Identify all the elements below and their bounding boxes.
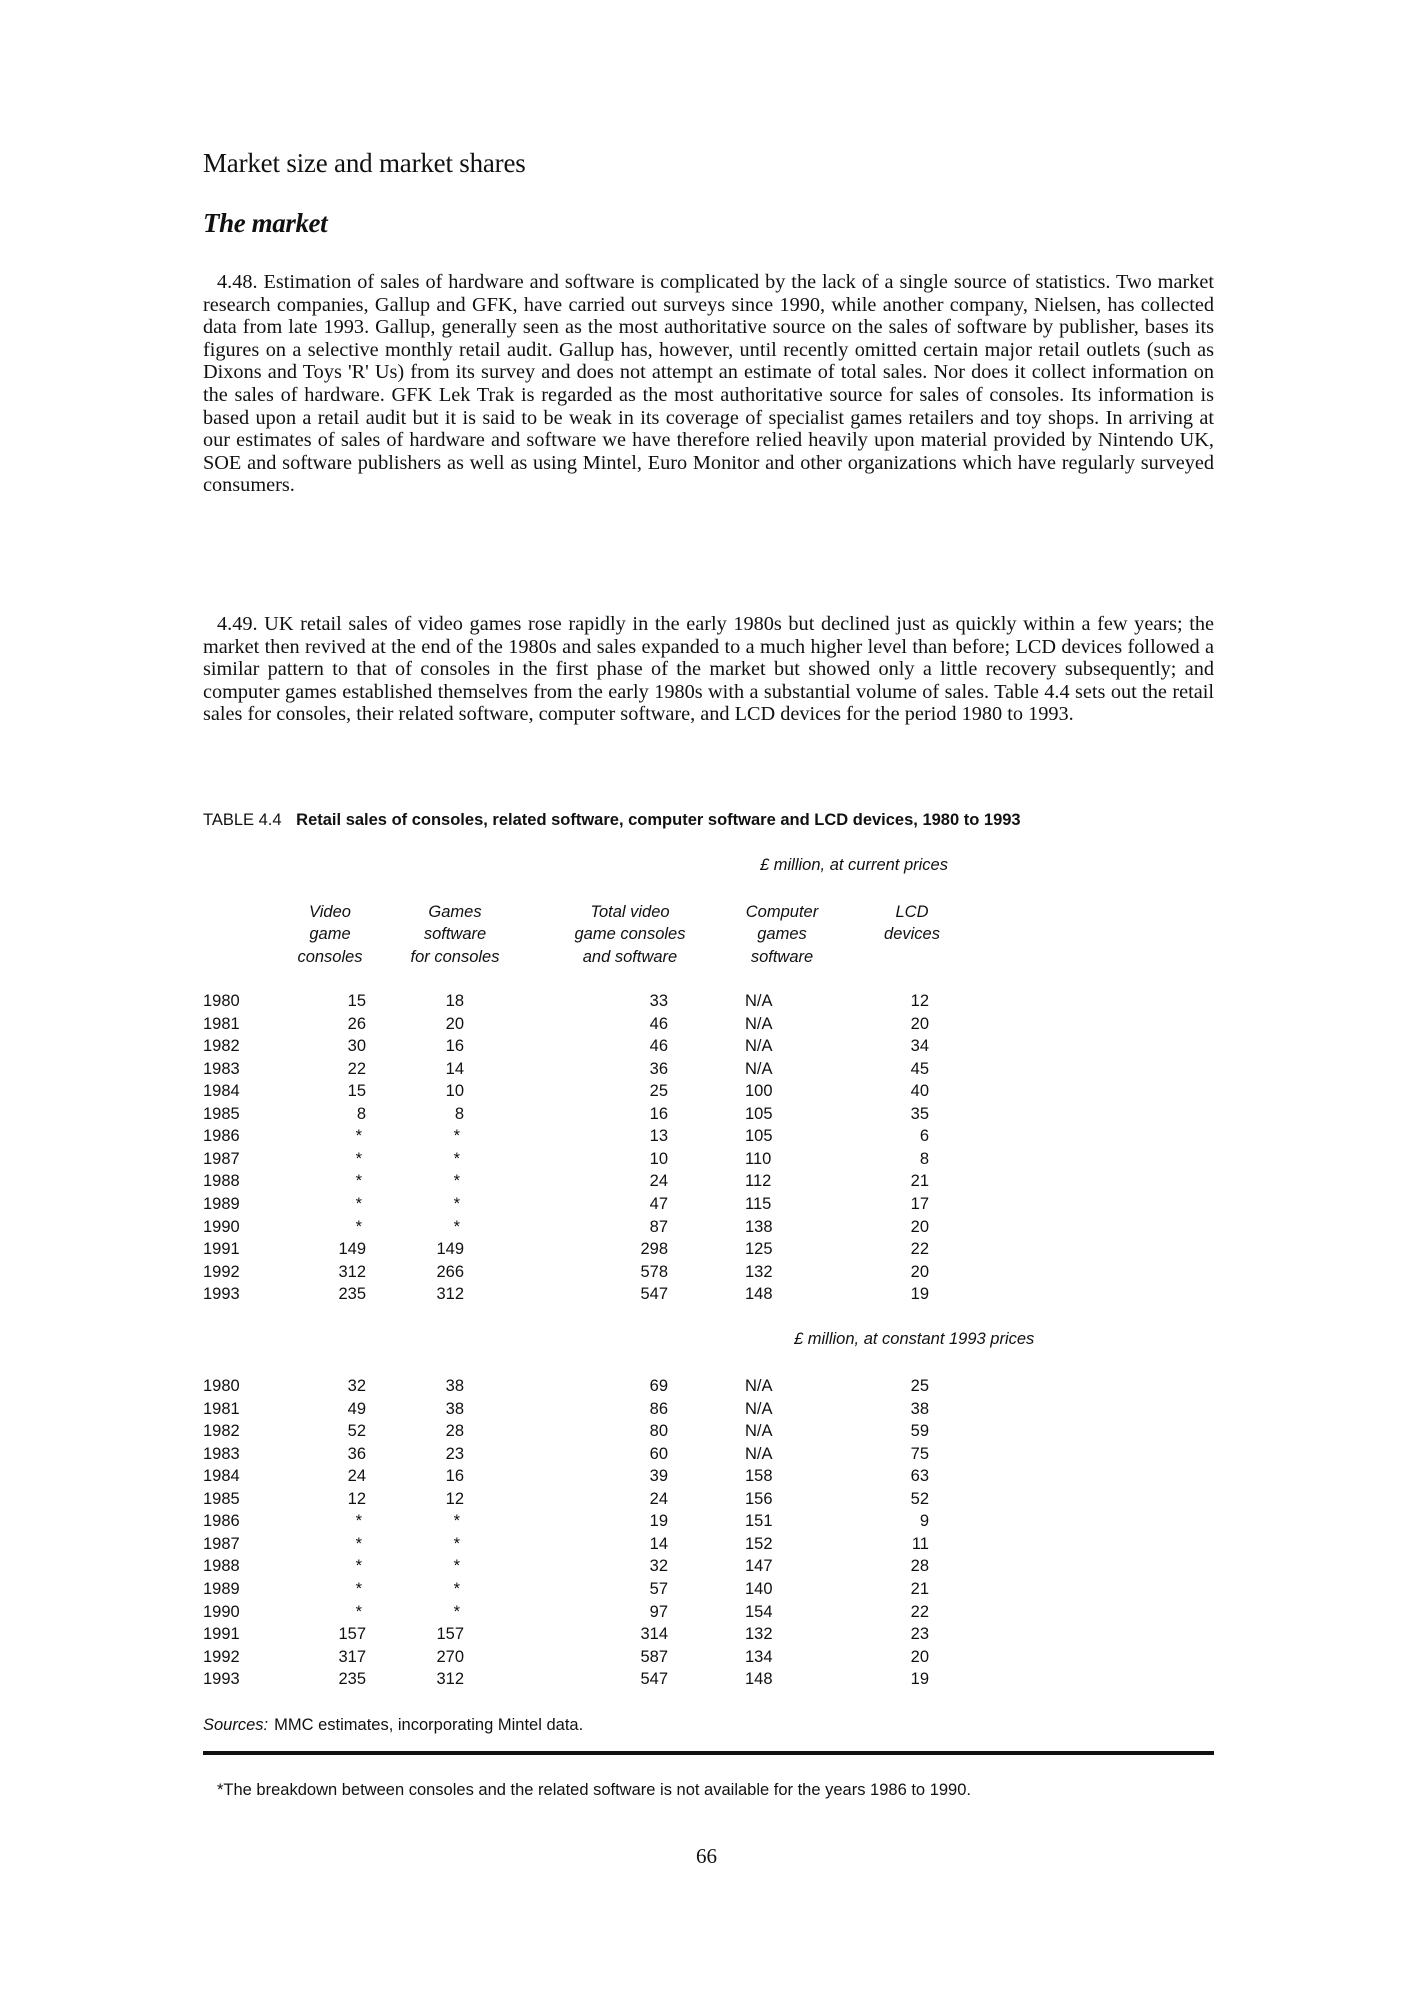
- value-cell: 20: [910, 1014, 929, 1033]
- value-cell: 110: [745, 1149, 772, 1168]
- value-cell: 8: [919, 1149, 929, 1168]
- value-cell: *: [453, 1534, 460, 1553]
- value-cell: 157: [338, 1625, 366, 1644]
- column-header-line: games: [757, 925, 807, 944]
- table-title: [203, 811, 1021, 830]
- value-cell: 547: [640, 1285, 668, 1304]
- table-row: [203, 1148, 963, 1170]
- table-row: [203, 1058, 963, 1080]
- value-cell: 36: [347, 1444, 366, 1463]
- value-cell: 59: [910, 1422, 929, 1441]
- value-cell: N/A: [745, 1422, 773, 1441]
- table-row: [203, 1398, 963, 1420]
- value-cell: 38: [910, 1399, 929, 1418]
- table-row: [203, 1035, 963, 1057]
- table-row: [203, 1193, 963, 1215]
- value-cell: 86: [649, 1399, 668, 1418]
- sources-text: MMC estimates, incorporating Mintel data.: [274, 1716, 584, 1734]
- value-cell: 312: [338, 1262, 366, 1281]
- value-cell: 28: [445, 1422, 464, 1441]
- value-cell: *: [355, 1149, 362, 1168]
- value-cell: 12: [347, 1489, 366, 1508]
- page-number: 66: [696, 1844, 717, 1868]
- value-cell: 26: [347, 1014, 366, 1033]
- paragraph-4-48: [203, 271, 1214, 497]
- value-cell: 34: [910, 1037, 929, 1056]
- year-cell: 1993: [203, 1285, 240, 1304]
- value-cell: 22: [910, 1602, 929, 1621]
- column-header-line: for consoles: [410, 947, 500, 966]
- value-cell: 547: [640, 1670, 668, 1689]
- value-cell: 22: [347, 1059, 366, 1078]
- value-cell: 266: [436, 1262, 464, 1281]
- year-cell: 1984: [203, 1082, 240, 1101]
- year-cell: 1993: [203, 1670, 240, 1689]
- table-row: [203, 1646, 963, 1668]
- column-header-line: devices: [884, 925, 940, 944]
- value-cell: 69: [649, 1377, 668, 1395]
- year-cell: 1982: [203, 1037, 240, 1056]
- value-cell: 28: [910, 1557, 929, 1576]
- value-cell: 60: [649, 1444, 668, 1463]
- year-cell: 1990: [203, 1217, 240, 1236]
- value-cell: 46: [649, 1014, 668, 1033]
- value-cell: N/A: [745, 1059, 773, 1078]
- value-cell: 270: [436, 1647, 464, 1666]
- table-row: [203, 1375, 963, 1397]
- value-cell: 38: [445, 1399, 464, 1418]
- value-cell: 16: [649, 1104, 668, 1123]
- value-cell: 52: [910, 1489, 929, 1508]
- value-cell: N/A: [745, 1037, 773, 1056]
- value-cell: 100: [745, 1082, 773, 1101]
- value-cell: *: [355, 1172, 362, 1191]
- value-cell: N/A: [745, 992, 773, 1010]
- value-cell: 105: [745, 1104, 773, 1123]
- value-cell: 317: [338, 1647, 366, 1666]
- value-cell: 24: [649, 1172, 668, 1191]
- value-cell: 80: [649, 1422, 668, 1441]
- value-cell: 18: [445, 992, 464, 1010]
- value-cell: 9: [919, 1512, 929, 1531]
- year-cell: 1985: [203, 1489, 240, 1508]
- value-cell: 8: [356, 1104, 366, 1123]
- value-cell: 11: [911, 1534, 929, 1553]
- table-caption: Retail sales of consoles, related software, computer software and LCD devices, 1980 to 1993: [296, 811, 1021, 829]
- table-row: [203, 1465, 963, 1487]
- value-cell: 235: [338, 1285, 366, 1304]
- value-cell: 134: [745, 1647, 773, 1666]
- table-row: [203, 1013, 963, 1035]
- value-cell: 22: [910, 1240, 929, 1259]
- subsection-heading: The market: [203, 208, 328, 238]
- value-cell: 45: [910, 1059, 929, 1078]
- value-cell: *: [355, 1127, 362, 1146]
- value-cell: 157: [436, 1625, 464, 1644]
- value-cell: 40: [910, 1082, 929, 1101]
- table-row: [203, 1103, 963, 1125]
- value-cell: 32: [649, 1557, 668, 1576]
- value-cell: 578: [640, 1262, 668, 1281]
- table-row: [203, 1216, 963, 1238]
- table-row: [203, 1623, 963, 1645]
- value-cell: 33: [649, 992, 668, 1010]
- value-cell: *: [355, 1194, 362, 1213]
- footnote: *The breakdown between consoles and the related software is not available for the years 1986 to 1990.: [217, 1781, 971, 1799]
- value-cell: *: [355, 1557, 362, 1576]
- value-cell: 36: [649, 1059, 668, 1078]
- value-cell: 24: [649, 1489, 668, 1508]
- value-cell: 30: [347, 1037, 366, 1056]
- table-row: [203, 1533, 963, 1555]
- table-row: [203, 1668, 963, 1690]
- year-cell: 1989: [203, 1579, 240, 1598]
- table-row: [203, 1238, 963, 1260]
- paragraph-text: 4.49. UK retail sales of video games rose rapidly in the early 1980s but declined just as quickly within a few years; the market then revived at the end of the 1980s and sales expanded to a much higher level than before; LCD devices followed a similar pattern to that of consoles in the first phase of the market but showed only a little recovery subsequently; and computer games established themselves from the early 1980s with a substantial volume of sales. Table 4.4 sets out the retail sales for consoles, their related software, computer software, and LCD devices for the period 1980 to 1993.: [203, 613, 1214, 726]
- value-cell: 19: [649, 1512, 668, 1531]
- value-cell: *: [355, 1579, 362, 1598]
- value-cell: 587: [640, 1647, 668, 1666]
- year-cell: 1990: [203, 1602, 240, 1621]
- value-cell: 25: [649, 1082, 668, 1101]
- value-cell: 151: [745, 1512, 773, 1531]
- column-header: [355, 901, 555, 968]
- value-cell: *: [453, 1557, 460, 1576]
- units-label-constant: £ million, at constant 1993 prices: [794, 1330, 1035, 1348]
- value-cell: 20: [910, 1262, 929, 1281]
- value-cell: 312: [436, 1670, 464, 1689]
- value-cell: 314: [640, 1625, 668, 1644]
- value-cell: 46: [649, 1037, 668, 1056]
- value-cell: 147: [745, 1557, 773, 1576]
- table-row: [203, 1283, 963, 1305]
- value-cell: 23: [910, 1625, 929, 1644]
- value-cell: 97: [649, 1602, 668, 1621]
- year-cell: 1991: [203, 1625, 240, 1644]
- value-cell: *: [355, 1217, 362, 1236]
- value-cell: 149: [436, 1240, 464, 1259]
- year-cell: 1983: [203, 1444, 240, 1463]
- value-cell: *: [453, 1602, 460, 1621]
- table-row: [203, 1125, 963, 1147]
- value-cell: 148: [745, 1670, 773, 1689]
- table-row: [203, 1080, 963, 1102]
- year-cell: 1988: [203, 1172, 240, 1191]
- year-cell: 1983: [203, 1059, 240, 1078]
- value-cell: 32: [347, 1377, 366, 1395]
- value-cell: 15: [347, 1082, 366, 1101]
- value-cell: 16: [445, 1037, 464, 1056]
- value-cell: *: [355, 1602, 362, 1621]
- value-cell: *: [453, 1172, 460, 1191]
- value-cell: 21: [910, 1579, 929, 1598]
- table-row: [203, 1170, 963, 1192]
- year-cell: 1992: [203, 1262, 240, 1281]
- value-cell: 57: [649, 1579, 668, 1598]
- value-cell: *: [453, 1512, 460, 1531]
- year-cell: 1982: [203, 1422, 240, 1441]
- value-cell: 8: [454, 1104, 464, 1123]
- year-cell: 1992: [203, 1647, 240, 1666]
- value-cell: 148: [745, 1285, 773, 1304]
- table-row: [203, 1510, 963, 1532]
- value-cell: N/A: [745, 1377, 773, 1395]
- year-cell: 1985: [203, 1104, 240, 1123]
- value-cell: N/A: [745, 1399, 773, 1418]
- column-header-line: Computer: [745, 903, 819, 921]
- column-header-line: game: [309, 925, 351, 944]
- value-cell: 35: [910, 1104, 929, 1123]
- value-cell: 38: [445, 1377, 464, 1395]
- table-row: [203, 1601, 963, 1623]
- value-cell: 87: [649, 1217, 668, 1236]
- value-cell: 17: [910, 1194, 929, 1213]
- value-cell: *: [453, 1217, 460, 1236]
- year-cell: 1984: [203, 1467, 240, 1486]
- value-cell: 13: [649, 1127, 668, 1146]
- table-label: TABLE 4.4: [203, 811, 282, 829]
- value-cell: 10: [445, 1082, 464, 1101]
- value-cell: 16: [445, 1467, 464, 1486]
- value-cell: 63: [910, 1467, 929, 1486]
- column-header: [812, 901, 1012, 946]
- table-row: [203, 1555, 963, 1577]
- value-cell: 125: [745, 1240, 773, 1259]
- value-cell: 49: [347, 1399, 366, 1418]
- value-cell: 15: [347, 992, 366, 1010]
- value-cell: 19: [910, 1285, 929, 1304]
- column-header-line: game consoles: [574, 925, 686, 944]
- column-header-line: Total video: [590, 903, 670, 921]
- units-label-current: £ million, at current prices: [760, 856, 948, 874]
- section-heading: Market size and market shares: [203, 148, 526, 178]
- value-cell: 10: [649, 1149, 668, 1168]
- value-cell: 298: [640, 1240, 668, 1259]
- value-cell: N/A: [745, 1444, 773, 1463]
- value-cell: *: [355, 1512, 362, 1531]
- table-row: [203, 1578, 963, 1600]
- sources-label: Sources:: [203, 1716, 269, 1734]
- year-cell: 1980: [203, 1377, 240, 1395]
- value-cell: 19: [910, 1670, 929, 1689]
- paragraph-text: 4.48. Estimation of sales of hardware and software is complicated by the lack of a single source of statistics. Two market research companies, Gallup and GFK, have carried out surveys since 1990, while another company, Nielsen, has collected data from late 1993. Gallup, generally seen as the most authoritative source on the sales of software by publisher, bases its figures on a selective monthly retail audit. Gallup has, however, until recently omitted certain major retail outlets (such as Dixons and Toys 'R' Us) from its survey and does not attempt an estimate of total sales. Nor does it collect information on the sales of hardware. GFK Lek Trak is regarded as the most authoritative source for sales of consoles. Its information is based upon a retail audit but it is said to be weak in its coverage of specialist games retailers and toy shops. In arriving at our estimates of sales of hardware and software we have therefore relied heavily upon material provided by Nintendo UK, SOE and software publishers as well as using Mintel, Euro Monitor and other organizations which have regularly surveyed consumers.: [203, 271, 1214, 497]
- value-cell: 112: [745, 1172, 772, 1191]
- value-cell: 132: [745, 1262, 773, 1281]
- column-header-line: software: [750, 947, 814, 966]
- value-cell: *: [453, 1579, 460, 1598]
- table-row: [203, 1261, 963, 1283]
- year-cell: 1981: [203, 1014, 240, 1033]
- value-cell: 156: [745, 1489, 773, 1508]
- value-cell: 20: [910, 1217, 929, 1236]
- value-cell: 6: [919, 1127, 929, 1146]
- value-cell: 47: [649, 1194, 668, 1213]
- value-cell: 312: [436, 1285, 464, 1304]
- value-cell: 14: [445, 1059, 464, 1078]
- year-cell: 1981: [203, 1399, 240, 1418]
- year-cell: 1986: [203, 1512, 240, 1531]
- value-cell: *: [453, 1194, 460, 1213]
- value-cell: 105: [745, 1127, 773, 1146]
- table-row: [203, 1420, 963, 1442]
- value-cell: 39: [649, 1467, 668, 1486]
- table-sources: [203, 1716, 583, 1735]
- column-header-line: Video: [309, 903, 351, 921]
- value-cell: 20: [445, 1014, 464, 1033]
- value-cell: 138: [745, 1217, 773, 1236]
- value-cell: 14: [649, 1534, 668, 1553]
- value-cell: 152: [745, 1534, 773, 1553]
- column-header-line: software: [423, 925, 487, 944]
- column-header-line: LCD: [895, 903, 929, 921]
- value-cell: 12: [910, 992, 929, 1010]
- value-cell: 132: [745, 1625, 773, 1644]
- value-cell: 24: [347, 1467, 366, 1486]
- year-cell: 1989: [203, 1194, 240, 1213]
- value-cell: 75: [910, 1444, 929, 1463]
- column-header-line: consoles: [297, 947, 363, 966]
- footnote-divider: [203, 1751, 1214, 1755]
- year-cell: 1980: [203, 992, 240, 1010]
- year-cell: 1988: [203, 1557, 240, 1576]
- value-cell: 23: [445, 1444, 464, 1463]
- value-cell: 235: [338, 1670, 366, 1689]
- year-cell: 1987: [203, 1534, 240, 1553]
- value-cell: 25: [910, 1377, 929, 1395]
- value-cell: N/A: [745, 1014, 773, 1033]
- value-cell: 149: [338, 1240, 366, 1259]
- value-cell: 12: [445, 1489, 464, 1508]
- value-cell: *: [453, 1149, 460, 1168]
- table-row: [203, 990, 963, 1012]
- value-cell: *: [453, 1127, 460, 1146]
- table-row: [203, 1488, 963, 1510]
- value-cell: *: [355, 1534, 362, 1553]
- value-cell: 52: [347, 1422, 366, 1441]
- value-cell: 140: [745, 1579, 773, 1598]
- year-cell: 1991: [203, 1240, 240, 1259]
- paragraph-4-49: [203, 613, 1214, 726]
- value-cell: 158: [745, 1467, 773, 1486]
- year-cell: 1987: [203, 1149, 240, 1168]
- year-cell: 1986: [203, 1127, 240, 1146]
- column-header-line: and software: [582, 947, 678, 966]
- value-cell: 154: [745, 1602, 773, 1621]
- table-row: [203, 1443, 963, 1465]
- value-cell: 115: [745, 1194, 772, 1213]
- column-header-line: Games: [428, 903, 482, 921]
- value-cell: 20: [910, 1647, 929, 1666]
- value-cell: 21: [910, 1172, 929, 1191]
